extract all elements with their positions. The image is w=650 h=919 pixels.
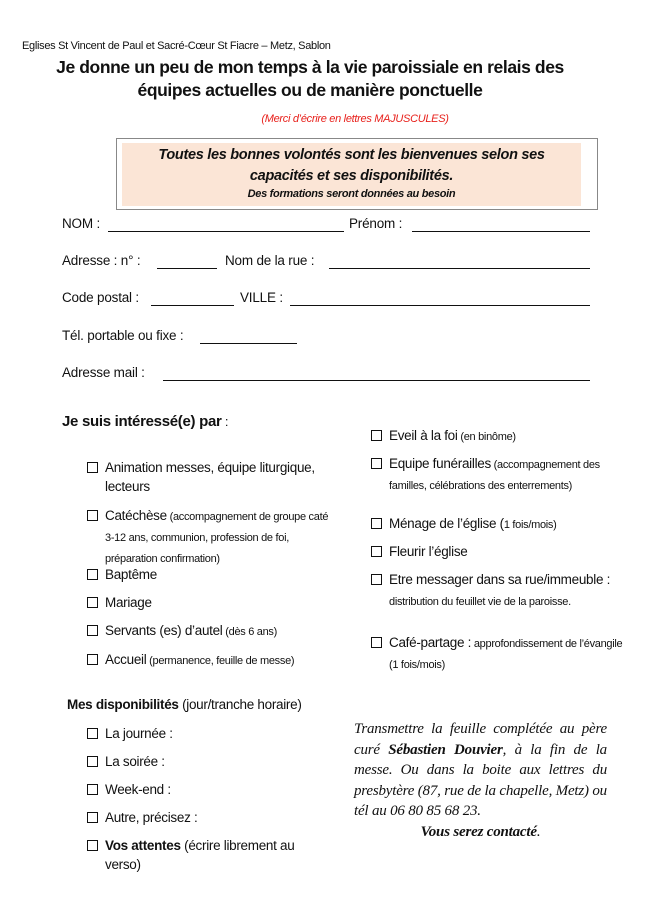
option-label: Vos attentes	[105, 838, 181, 853]
checkbox[interactable]	[371, 637, 382, 648]
option-label: Fleurir l’église	[389, 544, 468, 559]
prenom-label: Prénom :	[349, 216, 403, 231]
email-label: Adresse mail :	[62, 365, 145, 380]
option-label: Café-partage :	[389, 635, 472, 650]
city-field[interactable]	[290, 292, 590, 306]
phone-label: Tél. portable ou fixe :	[62, 328, 184, 343]
welcome-line-2: capacités et ses disponibilités.	[249, 168, 454, 184]
nom-label: NOM :	[62, 216, 100, 231]
adresse-number-label: Adresse : n° :	[62, 253, 141, 268]
availability-sub: (jour/tranche horaire)	[178, 697, 302, 712]
option-label: Baptême	[105, 567, 157, 582]
option-detail: (en binôme)	[457, 431, 516, 443]
prenom-field[interactable]	[412, 218, 590, 232]
interest-option	[389, 542, 624, 563]
option-label: Accueil	[105, 652, 147, 667]
transmit-text-2: , à la fin de la messe. Ou dans la boite aux lettres du presbytère (87, rue de la chapelle, Metz) ou tél au 06 80 85 68 23.	[354, 741, 607, 819]
title-line-2: équipes actuelles ou de manière ponctuelle	[137, 80, 483, 100]
street-name-field[interactable]	[329, 255, 590, 269]
interest-option	[105, 506, 335, 569]
checkbox[interactable]	[87, 597, 98, 608]
interest-option	[105, 650, 335, 671]
phone-field[interactable]	[200, 330, 297, 344]
option-detail: 1 fois/mois)	[503, 519, 557, 531]
uppercase-note: (Merci d’écrire en lettres MAJUSCULES)	[261, 113, 449, 125]
interest-option	[389, 514, 624, 535]
availability-option	[105, 752, 335, 771]
postal-code-field[interactable]	[151, 292, 234, 306]
interest-option	[389, 570, 624, 612]
street-name-label: Nom de la rue :	[225, 253, 315, 268]
checkbox[interactable]	[87, 812, 98, 823]
checkbox[interactable]	[87, 840, 98, 851]
option-detail: (accompagnement des familles, célébrations des enterrements)	[389, 459, 600, 492]
checkbox[interactable]	[87, 654, 98, 665]
checkbox[interactable]	[371, 518, 382, 529]
checkbox[interactable]	[371, 546, 382, 557]
option-detail: (permanence, feuille de messe)	[146, 655, 295, 667]
interest-option	[389, 633, 624, 675]
availability-heading	[67, 697, 302, 712]
checkbox[interactable]	[87, 784, 98, 795]
city-label: VILLE :	[240, 290, 283, 305]
contact-note: Vous serez contacté.	[420, 823, 541, 840]
option-label: Eveil à la foi	[389, 428, 458, 443]
expectations-option	[105, 836, 325, 874]
nom-field[interactable]	[108, 218, 344, 232]
checkbox[interactable]	[87, 462, 98, 473]
option-label: Mariage	[105, 595, 152, 610]
interest-option	[389, 454, 624, 496]
option-label: Equipe funérailles	[389, 456, 491, 471]
interest-heading	[62, 413, 228, 430]
availability-option	[105, 780, 335, 799]
interest-label: Je suis intéressé(e) par	[62, 413, 222, 430]
option-label: Ménage de l’église (	[389, 516, 504, 531]
welcome-box	[116, 138, 598, 210]
option-label: Etre messager dans sa rue/immeuble :	[389, 572, 611, 587]
transmit-text-1: Transmettre la feuille complétée au père curé	[354, 721, 607, 758]
parish-header: Eglises St Vincent de Paul et Sacré-Cœur St Fiacre – Metz, Sablon	[22, 40, 331, 52]
option-detail: (accompagnement de groupe caté 3-12 ans, communion, profession de foi, préparation confirmation)	[105, 511, 329, 565]
checkbox[interactable]	[87, 756, 98, 767]
option-label: La journée :	[105, 726, 173, 741]
option-label: Servants (es) d’autel	[105, 623, 223, 638]
availability-option	[105, 724, 335, 743]
option-detail: distribution du feuillet vie de la paroisse.	[389, 596, 571, 608]
street-number-field[interactable]	[157, 255, 217, 269]
interest-option	[105, 458, 335, 498]
option-label: La soirée :	[105, 754, 165, 769]
checkbox[interactable]	[371, 458, 382, 469]
interest-option	[389, 426, 624, 447]
transmit-instructions	[354, 719, 607, 842]
priest-name: Sébastien Douvier	[388, 741, 503, 758]
option-label: Week-end :	[105, 782, 171, 797]
title-line-1: Je donne un peu de mon temps à la vie paroissiale en relais des	[56, 57, 564, 77]
option-label: Autre, précisez :	[105, 810, 198, 825]
welcome-line-1: Toutes les bonnes volontés sont les bienvenues selon ses	[158, 147, 545, 163]
interest-option	[105, 621, 335, 642]
checkbox[interactable]	[87, 728, 98, 739]
option-label: Animation messes, équipe liturgique, lecteurs	[105, 460, 315, 494]
interest-option	[105, 593, 335, 614]
checkbox[interactable]	[87, 510, 98, 521]
checkbox[interactable]	[87, 569, 98, 580]
option-detail: (écrire librement au verso)	[105, 838, 295, 872]
option-label: Catéchèse	[105, 508, 167, 523]
option-detail: approfondissement de l’évangile (1 fois/mois)	[389, 638, 623, 671]
checkbox[interactable]	[87, 625, 98, 636]
email-field[interactable]	[163, 367, 590, 381]
availability-option	[105, 808, 335, 827]
training-note: Des formations seront données au besoin	[247, 188, 456, 200]
interest-colon: :	[221, 414, 229, 429]
postal-code-label: Code postal :	[62, 290, 139, 305]
option-detail: (dès 6 ans)	[222, 626, 277, 638]
availability-label: Mes disponibilités	[67, 697, 179, 712]
checkbox[interactable]	[371, 430, 382, 441]
checkbox[interactable]	[371, 574, 382, 585]
interest-option	[105, 565, 335, 586]
